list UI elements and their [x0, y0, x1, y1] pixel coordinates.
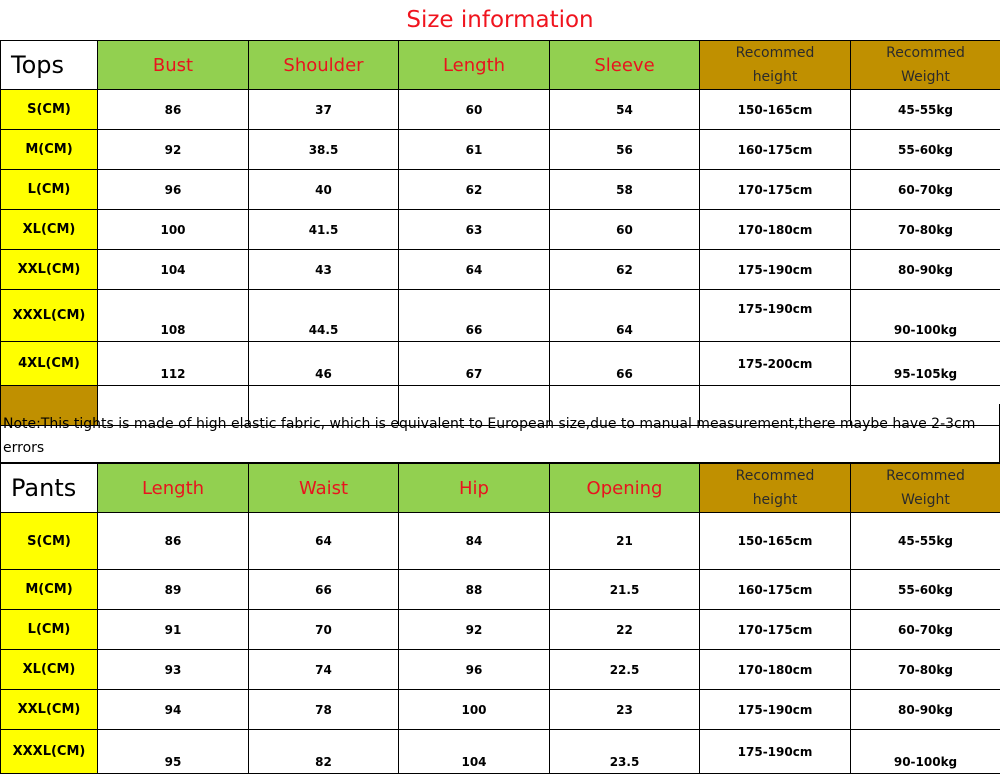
measurement-cell: 61: [399, 130, 550, 170]
measurement-cell: 70-80kg: [851, 650, 1000, 690]
measurement-cell: 23: [550, 690, 700, 730]
measurement-cell: 84: [399, 513, 550, 570]
measurement-cell: 94: [98, 690, 249, 730]
measurement-cell: 93: [98, 650, 249, 690]
measurement-cell: 175-190cm: [700, 730, 851, 774]
measurement-cell: 80-90kg: [851, 250, 1000, 290]
measurement-cell: 43: [249, 250, 399, 290]
measurement-cell: 66: [399, 290, 550, 342]
measurement-cell: 170-175cm: [700, 610, 851, 650]
size-label: S(CM): [1, 513, 98, 570]
measurement-cell: 88: [399, 570, 550, 610]
measurement-cell: 62: [399, 170, 550, 210]
tops-label: Tops: [1, 41, 98, 90]
size-label: XL(CM): [1, 210, 98, 250]
measurement-cell: 80-90kg: [851, 690, 1000, 730]
size-label: XXL(CM): [1, 250, 98, 290]
measurement-cell: 170-180cm: [700, 210, 851, 250]
size-label: XL(CM): [1, 650, 98, 690]
measurement-cell: 21.5: [550, 570, 700, 610]
measurement-cell: 21: [550, 513, 700, 570]
measurement-cell: 112: [98, 342, 249, 386]
measurement-cell: 160-175cm: [700, 570, 851, 610]
tops-row: [1, 290, 1000, 342]
measurement-cell: 40: [249, 170, 399, 210]
pants-row: [1, 513, 1000, 570]
pants-label: Pants: [1, 464, 98, 513]
measurement-cell: 104: [98, 250, 249, 290]
measurement-cell: 41.5: [249, 210, 399, 250]
measurement-cell: 108: [98, 290, 249, 342]
measurement-cell: 78: [249, 690, 399, 730]
pants-row: [1, 610, 1000, 650]
measurement-cell: 22.5: [550, 650, 700, 690]
size-label: 4XL(CM): [1, 342, 98, 386]
measurement-cell: 37: [249, 90, 399, 130]
measurement-cell: 74: [249, 650, 399, 690]
measurement-cell: 92: [98, 130, 249, 170]
measurement-cell: 66: [550, 342, 700, 386]
measurement-cell: 45-55kg: [851, 513, 1000, 570]
size-label: XXL(CM): [1, 690, 98, 730]
measurement-cell: 170-175cm: [700, 170, 851, 210]
measurement-cell: 96: [399, 650, 550, 690]
measurement-cell: 175-200cm: [700, 342, 851, 386]
measurement-cell: 67: [399, 342, 550, 386]
measurement-cell: 86: [98, 90, 249, 130]
tops-row: [1, 90, 1000, 130]
measurement-cell: 90-100kg: [851, 730, 1000, 774]
measurement-cell: 56: [550, 130, 700, 170]
measurement-cell: 63: [399, 210, 550, 250]
pants-header-row: [1, 464, 1000, 513]
measurement-cell: 170-180cm: [700, 650, 851, 690]
tops-size-table: [0, 40, 1000, 426]
tops-row: [1, 342, 1000, 386]
measurement-cell: 64: [249, 513, 399, 570]
pants-header-length: Length: [98, 464, 249, 513]
pants-header-waist: Waist: [249, 464, 399, 513]
measurement-cell: 23.5: [550, 730, 700, 774]
measurement-cell: 60: [399, 90, 550, 130]
measurement-cell: 55-60kg: [851, 130, 1000, 170]
measurement-cell: 100: [399, 690, 550, 730]
pants-row: [1, 570, 1000, 610]
measurement-cell: 60-70kg: [851, 610, 1000, 650]
measurement-cell: 38.5: [249, 130, 399, 170]
size-label: XXXL(CM): [1, 290, 98, 342]
tops-header-row: [1, 41, 1000, 90]
size-label: XXXL(CM): [1, 730, 98, 774]
measurement-cell: 64: [399, 250, 550, 290]
size-label: S(CM): [1, 90, 98, 130]
pants-header-hip: Hip: [399, 464, 550, 513]
measurement-cell: 150-165cm: [700, 90, 851, 130]
tops-header-length: Length: [399, 41, 550, 90]
measurement-cell: 150-165cm: [700, 513, 851, 570]
measurement-cell: 90-100kg: [851, 290, 1000, 342]
size-label: M(CM): [1, 130, 98, 170]
measurement-cell: 104: [399, 730, 550, 774]
pants-row: [1, 650, 1000, 690]
tops-header-bust: Bust: [98, 41, 249, 90]
measurement-cell: 44.5: [249, 290, 399, 342]
measurement-cell: 64: [550, 290, 700, 342]
measurement-cell: 58: [550, 170, 700, 210]
tops-row: [1, 130, 1000, 170]
measurement-cell: 160-175cm: [700, 130, 851, 170]
measurement-cell: 55-60kg: [851, 570, 1000, 610]
pants-header-opening: Opening: [550, 464, 700, 513]
pants-header-rec-height: Recommed height: [700, 464, 851, 513]
size-label: L(CM): [1, 170, 98, 210]
pants-row: [1, 730, 1000, 774]
measurement-cell: 175-190cm: [700, 250, 851, 290]
measurement-cell: 22: [550, 610, 700, 650]
pants-row: [1, 690, 1000, 730]
measurement-cell: 46: [249, 342, 399, 386]
measurement-cell: 82: [249, 730, 399, 774]
measurement-cell: 95: [98, 730, 249, 774]
size-label: M(CM): [1, 570, 98, 610]
pants-header-rec-weight: Recommed Weight: [851, 464, 1000, 513]
tops-header-rec-weight: Recommed Weight: [851, 41, 1000, 90]
measurement-cell: 70-80kg: [851, 210, 1000, 250]
pants-size-table: [0, 463, 1000, 774]
measurement-cell: 54: [550, 90, 700, 130]
tops-row: [1, 210, 1000, 250]
size-label: L(CM): [1, 610, 98, 650]
tops-row: [1, 170, 1000, 210]
measurement-cell: 96: [98, 170, 249, 210]
measurement-cell: 100: [98, 210, 249, 250]
page-title: Size information: [0, 0, 1000, 40]
measurement-cell: 92: [399, 610, 550, 650]
measurement-cell: 66: [249, 570, 399, 610]
measurement-cell: 70: [249, 610, 399, 650]
measurement-cell: 45-55kg: [851, 90, 1000, 130]
measurement-cell: 175-190cm: [700, 290, 851, 342]
measurement-cell: 89: [98, 570, 249, 610]
tops-header-shoulder: Shoulder: [249, 41, 399, 90]
measurement-cell: 60-70kg: [851, 170, 1000, 210]
measurement-cell: 91: [98, 610, 249, 650]
measurement-cell: 95-105kg: [851, 342, 1000, 386]
tops-row: [1, 250, 1000, 290]
tops-header-sleeve: Sleeve: [550, 41, 700, 90]
measurement-cell: 86: [98, 513, 249, 570]
measurement-cell: 175-190cm: [700, 690, 851, 730]
tops-header-rec-height: Recommed height: [700, 41, 851, 90]
note-text: Note:This tights is made of high elastic fabric, which is equivalent to European size,due to manual measurement,there maybe have 2-3cm errors: [0, 404, 1000, 463]
measurement-cell: 62: [550, 250, 700, 290]
measurement-cell: 60: [550, 210, 700, 250]
